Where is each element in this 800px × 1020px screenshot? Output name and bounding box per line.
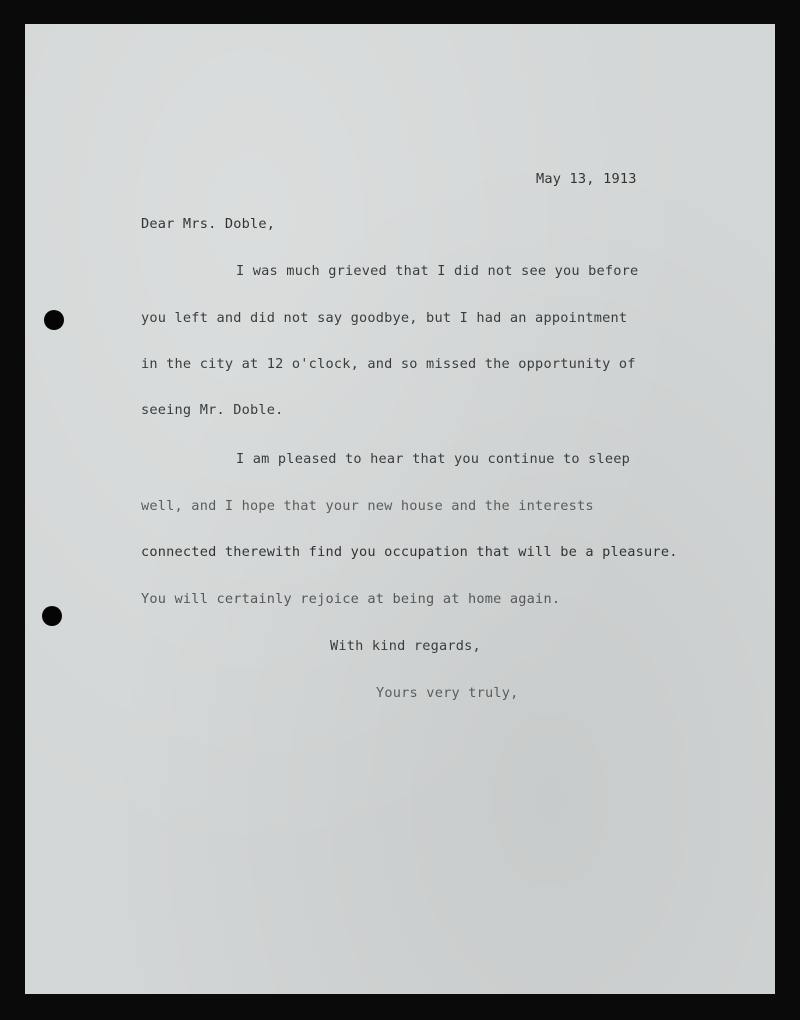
paragraph-2-line-4: You will certainly rejoice at being at home again. — [141, 591, 561, 607]
signoff: Yours very truly, — [376, 685, 519, 701]
closing: With kind regards, — [330, 638, 481, 654]
letter-page — [25, 24, 775, 994]
paragraph-1-line-4: seeing Mr. Doble. — [141, 402, 284, 418]
punch-hole-bottom — [42, 606, 62, 626]
paragraph-1-line-2: you left and did not say goodbye, but I had an appointment — [141, 310, 628, 326]
paragraph-2-line-2: well, and I hope that your new house and the interests — [141, 498, 594, 514]
punch-hole-top — [44, 310, 64, 330]
salutation: Dear Mrs. Doble, — [141, 216, 276, 232]
paragraph-2-line-3: connected therewith find you occupation that will be a pleasure. — [141, 544, 678, 560]
paragraph-1-line-1: I was much grieved that I did not see you before — [236, 263, 639, 279]
paragraph-2-line-1: I am pleased to hear that you continue to sleep — [236, 451, 631, 467]
paragraph-1-line-3: in the city at 12 o'clock, and so missed the opportunity of — [141, 356, 636, 372]
letter-date: May 13, 1913 — [536, 171, 637, 187]
